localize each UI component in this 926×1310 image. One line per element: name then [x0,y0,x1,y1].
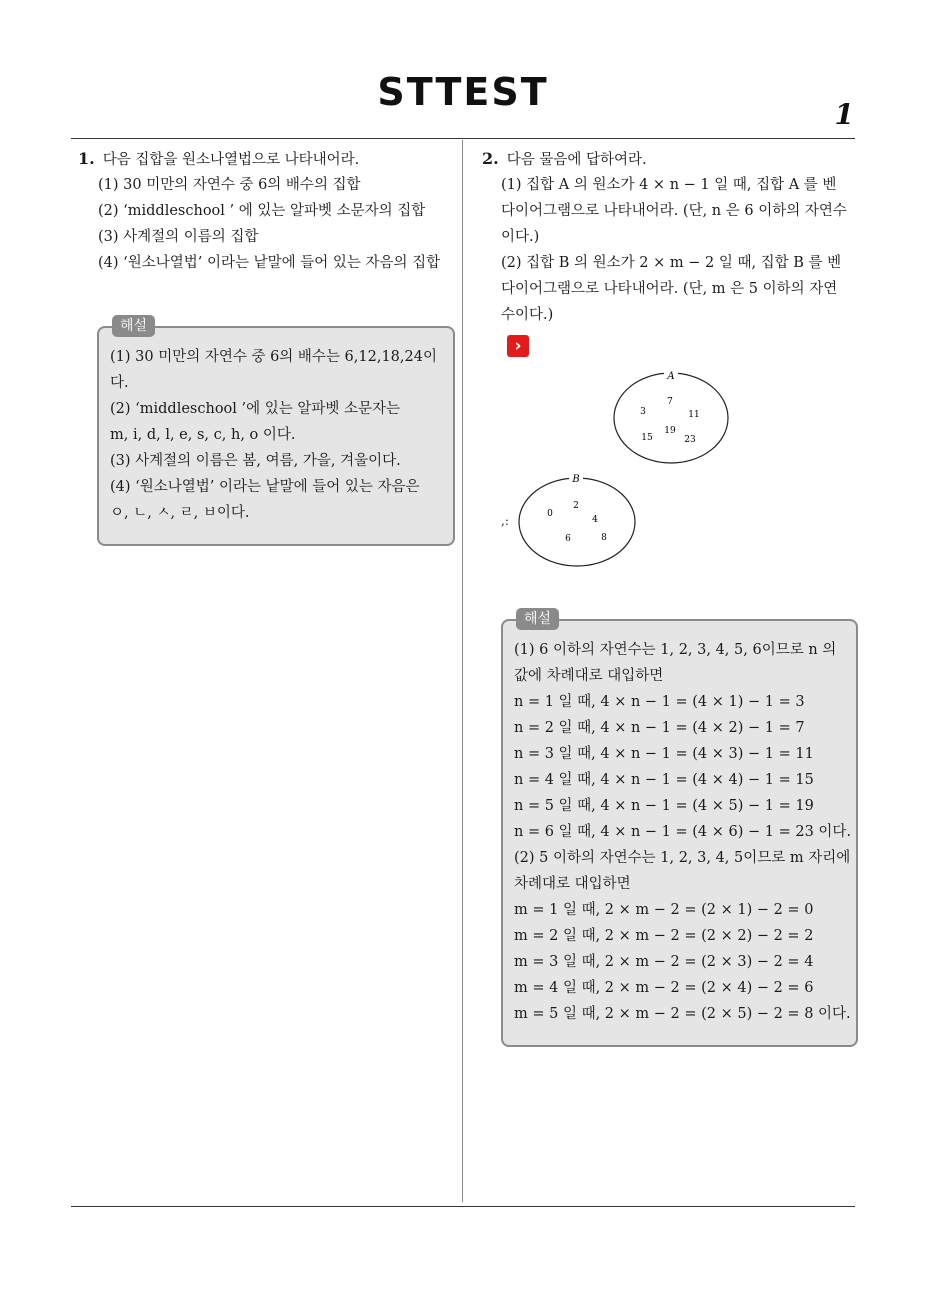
solution-line: (2) ‘middleschool ’에 있는 알파벳 소문자는 [110,401,401,417]
venn-a-element: 11 [688,410,700,420]
problem-1-solution-label: 해설 [112,315,155,337]
problem-2-text-line: (2) 집합 B 의 원소가 2 × m − 2 일 때, 집합 B 를 벤 [501,255,842,271]
problem-2-question-text: 다음 물음에 답하여라. [506,152,647,168]
solution-line: m = 1 일 때, 2 × m − 2 = (2 × 1) − 2 = 0 [514,902,814,918]
problem-2-solution-label: 해설 [516,608,559,630]
venn-b-element: 6 [565,534,571,544]
problem-2-text-line: (1) 집합 A 의 원소가 4 × n − 1 일 때, 집합 A 를 벤 [501,177,837,193]
venn-b-label: B [572,474,580,485]
bottom-rule [71,1206,855,1207]
solution-line: ㅇ, ㄴ, ㅅ, ㄹ, ㅂ이다. [110,505,250,521]
solution-line: n = 5 일 때, 4 × n − 1 = (4 × 5) − 1 = 19 [514,798,814,814]
solution-line: n = 2 일 때, 4 × n − 1 = (4 × 2) − 1 = 7 [514,720,805,736]
venn-a-label: A [667,371,675,382]
problem-2-number: 2. [482,149,499,168]
problem-2-text-line: 다이어그램으로 나타내어라. (단, n 은 6 이하의 자연수 [501,203,847,219]
problem-1-item: (2) ‘middleschool ’ 에 있는 알파벳 소문자의 집합 [98,203,426,219]
problem-2-text-line: 이다.) [501,229,540,245]
solution-line: (3) 사계절의 이름은 봄, 여름, 가을, 겨울이다. [110,453,401,469]
solution-line: 값에 차례대로 대입하면 [514,668,664,684]
page-number: 1 [834,98,854,131]
solution-line: n = 4 일 때, 4 × n − 1 = (4 × 4) − 1 = 15 [514,772,814,788]
solution-line: n = 6 일 때, 4 × n − 1 = (4 × 6) − 1 = 23 이다. [514,824,852,840]
problem-2-question [482,149,647,170]
problem-2-text-line: 수이다.) [501,307,554,323]
column-divider [462,140,463,1202]
solution-line: 차례대로 대입하면 [514,876,631,892]
chevron-right-icon[interactable]: › [507,335,529,357]
venn-b-element: 4 [592,515,598,525]
venn-a-ellipse [614,373,728,463]
solution-line: 다. [110,375,129,391]
venn-a-element: 15 [641,433,653,443]
venn-a-element: 23 [684,435,696,445]
solution-line: m, i, d, l, e, s, c, h, o 이다. [110,427,296,443]
solution-line: m = 2 일 때, 2 × m − 2 = (2 × 2) − 2 = 2 [514,928,814,944]
venn-b-ellipse [519,478,635,566]
venn-a-element: 3 [640,407,646,417]
problem-1-question [78,149,359,170]
problem-1-item: (3) 사계절의 이름의 집합 [98,229,259,245]
problem-1-number: 1. [78,149,95,168]
top-rule [71,138,855,139]
venn-a-element: 19 [664,426,676,436]
problem-1-item: (1) 30 미만의 자연수 중 6의 배수의 집합 [98,177,361,193]
solution-line: (1) 6 이하의 자연수는 1, 2, 3, 4, 5, 6이므로 n 의 [514,642,837,658]
venn-diagram-a [606,366,736,470]
solution-line: m = 3 일 때, 2 × m − 2 = (2 × 3) − 2 = 4 [514,954,814,970]
venn-a-element: 7 [667,397,673,407]
problem-2-text-line: 다이어그램으로 나타내어라. (단, m 은 5 이하의 자연 [501,281,838,297]
venn-b-element: 2 [573,501,579,511]
venn-b-element: 8 [601,533,607,543]
page-title: STTEST [377,70,549,114]
solution-line: (1) 30 미만의 자연수 중 6의 배수는 6,12,18,24이 [110,349,437,365]
solution-line: m = 4 일 때, 2 × m − 2 = (2 × 4) − 2 = 6 [514,980,814,996]
problem-1-question-text: 다음 집합을 원소나열법으로 나타내어라. [102,152,360,168]
solution-line: n = 3 일 때, 4 × n − 1 = (4 × 3) − 1 = 11 [514,746,814,762]
solution-line: (4) ‘원소나열법’ 이라는 낱말에 들어 있는 자음은 [110,479,420,495]
solution-line: (2) 5 이하의 자연수는 1, 2, 3, 4, 5이므로 m 자리에 [514,850,851,866]
problem-1-item: (4) ‘원소나열법’ 이라는 낱말에 들어 있는 자음의 집합 [98,255,441,271]
venn-b-prefix: ,: [501,514,509,528]
venn-diagram-b [514,466,640,570]
solution-line: m = 5 일 때, 2 × m − 2 = (2 × 5) − 2 = 8 이다. [514,1006,851,1022]
venn-b-element: 0 [547,509,553,519]
solution-line: n = 1 일 때, 4 × n − 1 = (4 × 1) − 1 = 3 [514,694,805,710]
